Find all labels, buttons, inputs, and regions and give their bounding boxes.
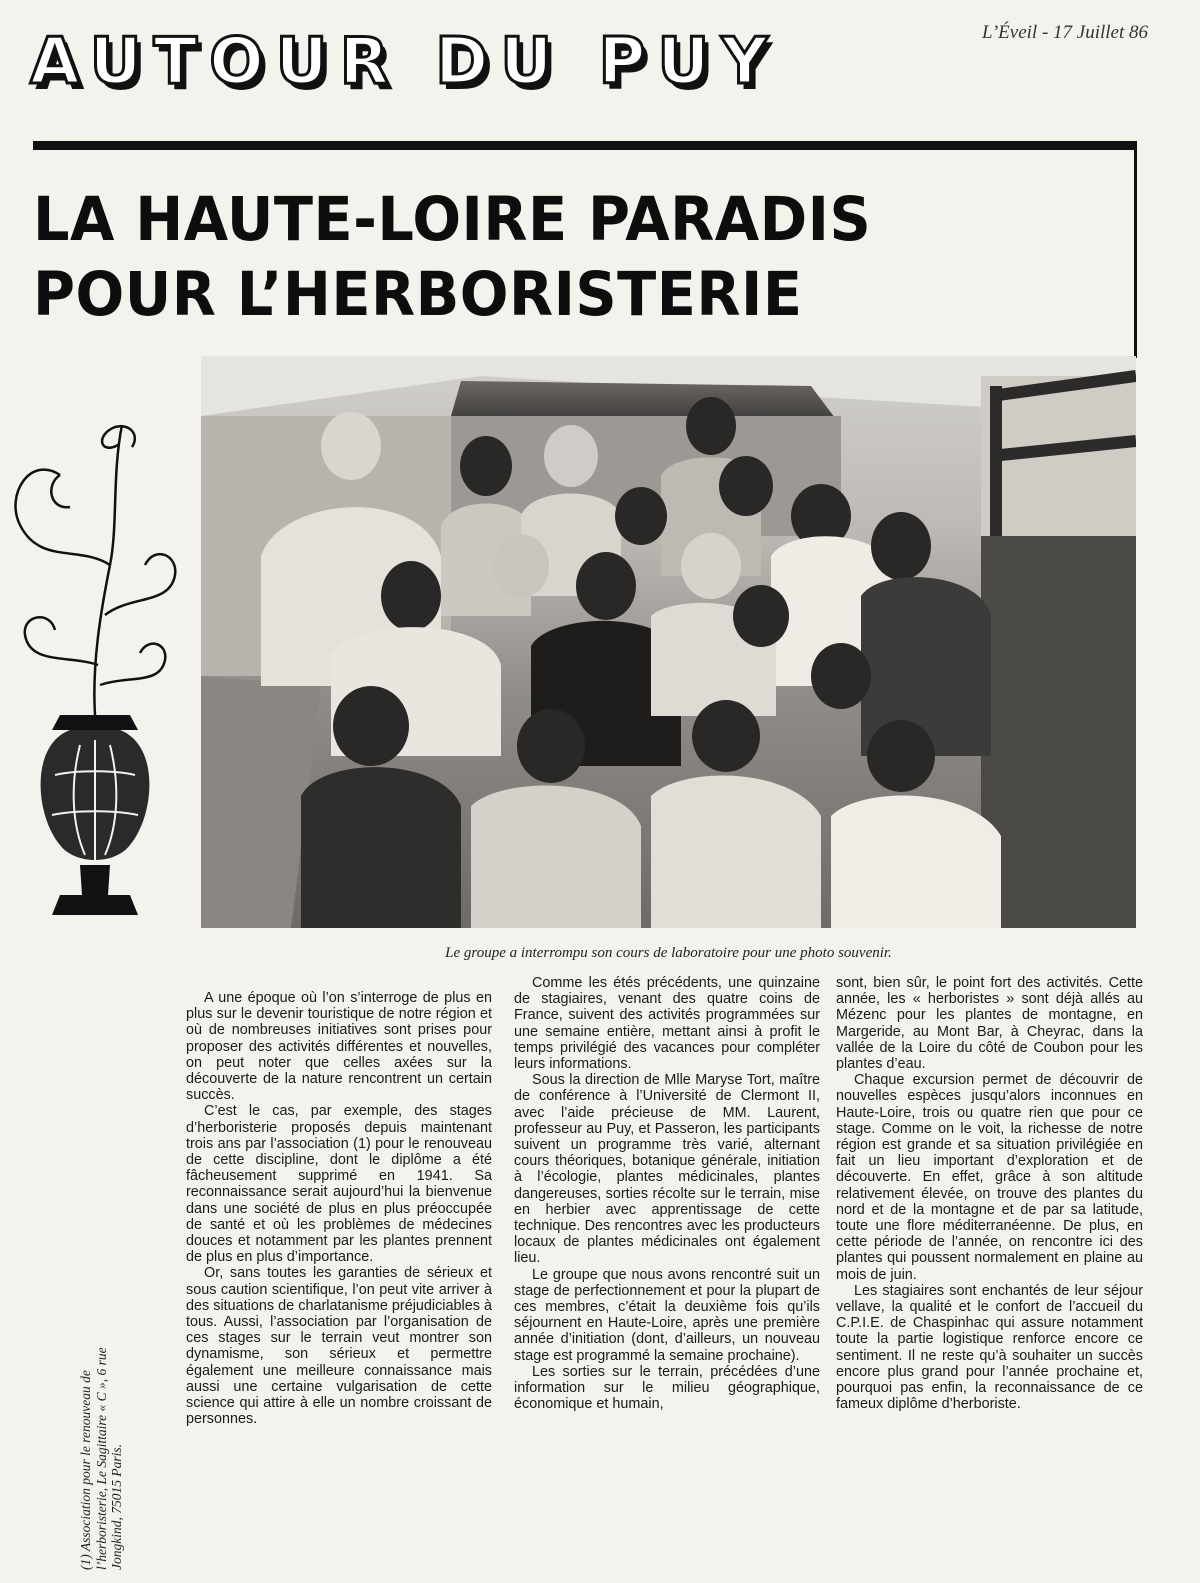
paragraph: Sous la direction de Mlle Maryse Tort, maître de conférence à l’Université de Clermont II, avec l’aide précieuse de MM. Laurent, professeur au Puy, et Passeron, les participants suivent un programme très varié, alternant cours théoriques, botanique générale, initiation à l’écologie, plantes médicinales, plantes dangereuses, sorties récolte sur le terrain, mise en herbier avec apprentissage de cette technique. Des rencontres avec les producteurs locaux de plantes médicinales ont également lieu. [514, 1072, 820, 1267]
paragraph: Comme les étés précédents, une quinzaine de stagiaires, venant des quatre coins de France, suivent des activités programmées sur une semaine entière, mettant ainsi à profit le temps privilégié des vacances pour compléter leurs informations. [514, 975, 820, 1073]
paragraph: C’est le cas, par exemple, des stages d’herboristerie proposés depuis maintenant trois ans par l’association (1) pour le renouveau de cette discipline, dont le diplôme a été fâcheusement supprimé en 1941. Sa reconnaissance serait aujourd’hui la bienvenue dans une société de plus en plus préoccupée de santé et où les problèmes de médecines douces et notamment par les plantes prennent de plus en plus d’importance. [186, 1103, 492, 1266]
vase-ornament-icon [0, 415, 185, 935]
section-title: AUTOUR DU PUY [30, 25, 780, 99]
dateline: L’Éveil - 17 Juillet 86 [981, 22, 1148, 43]
paragraph: sont, bien sûr, le point fort des activités. Cette année, les « herboristes » sont déjà allés au Mézenc pour les plantes de montagne, en Margeride, au Mont Bar, à Cheyrac, dans la vallée de la Loire du côté de Coubon pour les plantes d’eau. [836, 975, 1143, 1073]
header-rule [33, 141, 1137, 150]
headline-line-2: POUR L’HERBORISTERIE [33, 259, 803, 330]
paragraph: Les sorties sur le terrain, précédées d’une information sur le milieu géographique, économique et humain, [514, 1363, 820, 1413]
headline-box-edge [1134, 150, 1137, 358]
article-column-1 [186, 990, 492, 1427]
footnote-text: (1) Association pour le renouveau de l’herboristerie, Le Sagittaire « C », 6 rue Jongkind, 75015 Paris. [78, 1347, 124, 1570]
headline-line-1: LA HAUTE-LOIRE PARADIS [33, 184, 872, 255]
article-column-2 [514, 975, 820, 1412]
paragraph: Le groupe que nous avons rencontré suit un stage de perfectionnement et pour la plupart de ces membres, c’était la deuxième fois qu’ils séjournent en Haute-Loire, après une première année d’initiation (dont, d’ailleurs, un nouveau stage est programmé la semaine prochaine). [514, 1266, 820, 1364]
paragraph: Chaque excursion permet de découvrir de nouvelles espèces jusqu’alors inconnues en Haute-Loire, trois ou quatre rien que pour ce stage. Comme on le voit, la richesse de notre région est grande et sa situation privilégiée en fait un lieu important d’exploration et de découverte. En effet, grâce à son altitude relativement élevée, on trouve des plantes du nord et de la montagne et de par sa latitude, toute une flore méditerranéenne. De plus, en cette période de l’année, on rencontre ici des plantes qui poussent normalement en plaine au mois de juin. [836, 1072, 1143, 1283]
headline [33, 182, 1062, 332]
paragraph: A une époque où l’on s’interroge de plus en plus sur le devenir touristique de notre région et où de nombreuses initiatives sont prises pour proposer des activités différentes et nouvelles, on peut noter que celles axées sur la découverte de la nature rencontrent un certain succès. [186, 990, 492, 1104]
paragraph: Les stagiaires sont enchantés de leur séjour vellave, la qualité et le confort de l’accueil du C.P.I.E. de Chaspinhac qui assure notamment toute la partie logistique renforce encore ce sentiment. Il ne reste qu’à souhaiter un succès encore plus grand pour l’année prochaine et, pourquoi pas enfin, la reconnaissance de ce fameux diplôme d’herboriste. [836, 1282, 1143, 1413]
footnote [78, 1320, 128, 1570]
paragraph: Or, sans toutes les garanties de sérieux et sous caution scientifique, l’on peut vite arriver à des situations de charlatanisme préjudiciables à tous. Aussi, l’association par l’organisation de ces stages sur le terrain veut montrer son dynamisme, son sérieux et permettre également une meilleure connaissance mais aussi une certaine vulgarisation de cette science qui attire à elle un nombre croissant de personnes. [186, 1265, 492, 1428]
group-photo [201, 356, 1136, 928]
photo-caption: Le groupe a interrompu son cours de laboratoire pour une photo souvenir. [445, 945, 892, 961]
article-column-3 [836, 975, 1143, 1412]
